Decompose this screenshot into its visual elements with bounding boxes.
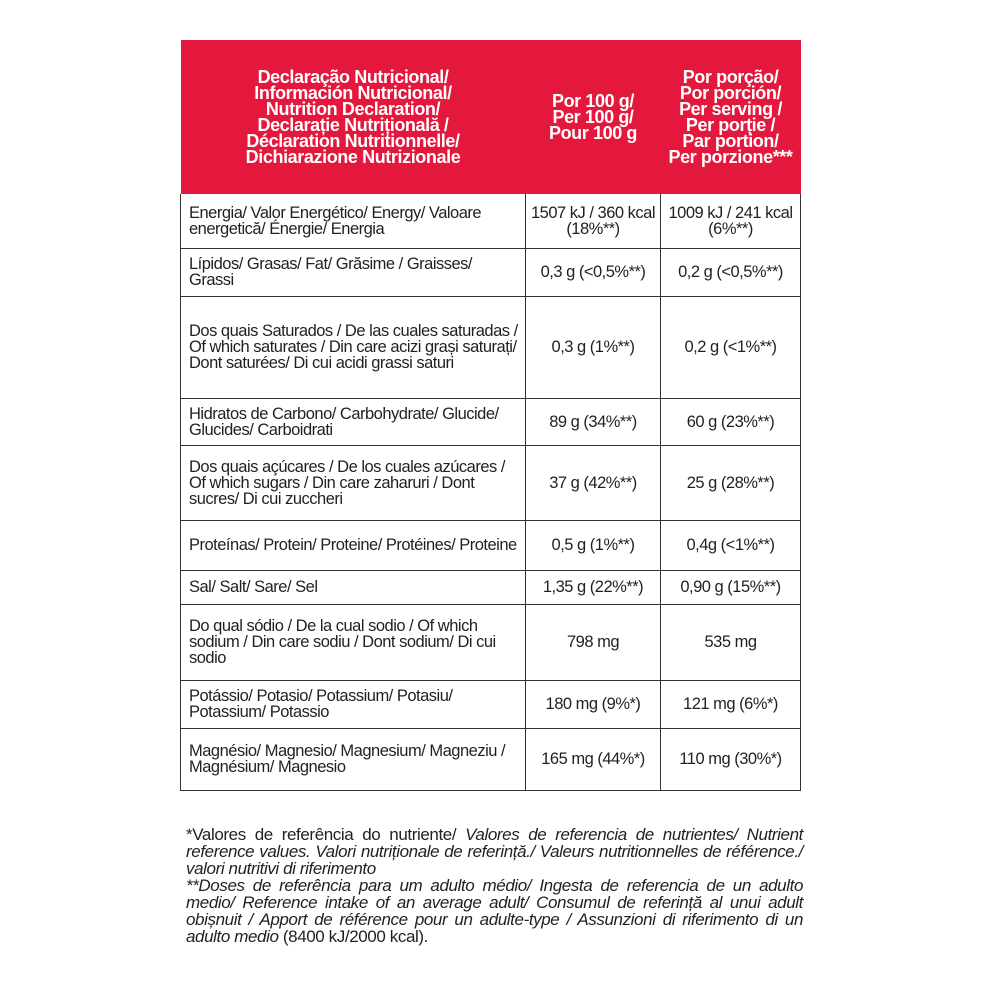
table-header-row (181, 40, 801, 194)
nutrient-name: Potássio/ Potasio/ Potassium/ Potasiu/ Potassium/ Potassio (181, 680, 526, 728)
value-per-serving: 0,90 g (15%**) (661, 570, 801, 604)
table-row (181, 194, 801, 248)
value-per-100g: 0,5 g (1%**) (526, 520, 661, 570)
value-per-100g: 1507 kJ / 360 kcal (18%**) (526, 194, 661, 248)
value-per-serving: 0,2 g (<0,5%**) (661, 248, 801, 296)
nutrient-name: Dos quais açúcares / De los cuales azúcares / Of which sugars / Din care zaharuri / Dont sucres/ Di cui zuccheri (181, 445, 526, 520)
value-per-serving: 25 g (28%**) (661, 445, 801, 520)
value-per-serving: 60 g (23%**) (661, 398, 801, 445)
value-per-serving: 110 mg (30%*) (661, 728, 801, 790)
table-row (181, 604, 801, 680)
value-per-100g: 165 mg (44%*) (526, 728, 661, 790)
value-per-serving: 1009 kJ / 241 kcal (6%**) (661, 194, 801, 248)
footnote-ri-italic: **Doses de referência para um adulto médio/ Ingesta de referencia de un adulto medio/ Reference intake of an average adult/ Consumul de referință al unui adult obișnuit / Apport de référence pour un adulte-type / Assunzioni di riferimento di un adulto medio (186, 876, 803, 946)
header-per-100g: Por 100 g/ Per 100 g/ Pour 100 g (526, 40, 661, 194)
header-nutrient: Declaração Nutricional/ Información Nutricional/ Nutrition Declaration/ Declarație Nutrițională / Déclaration Nutritionnelle/ Dichiarazione Nutrizionale (181, 40, 526, 194)
value-per-serving: 0,2 g (<1%**) (661, 296, 801, 398)
value-per-100g: 89 g (34%**) (526, 398, 661, 445)
table-row (181, 520, 801, 570)
table-row (181, 570, 801, 604)
value-per-100g: 0,3 g (<0,5%**) (526, 248, 661, 296)
footnote-ri (186, 877, 803, 945)
footnote-nrv-plain: *Valores de referência do nutriente/ (186, 825, 466, 844)
table-row (181, 445, 801, 520)
value-per-100g: 180 mg (9%*) (526, 680, 661, 728)
nutrient-name: Proteínas/ Protein/ Proteine/ Protéines/ Proteine (181, 520, 526, 570)
header-per-serving: Por porção/ Por porción/ Per serving / Per porție / Par portion/ Per porzione*** (661, 40, 801, 194)
nutrient-name: Energia/ Valor Energético/ Energy/ Valoare energetică/ Énergie/ Energia (181, 194, 526, 248)
nutrition-table (180, 40, 801, 791)
nutrient-name: Lípidos/ Grasas/ Fat/ Grăsime / Graisses/ Grassi (181, 248, 526, 296)
footnote-nrv-italic: Valores de referencia de nutrientes/ Nutrient reference values. Valori nutriționale de referință./ Valeurs nutritionnelles de référence./ valori nutritivi di riferimento (186, 825, 803, 878)
value-per-100g: 798 mg (526, 604, 661, 680)
table-row (181, 248, 801, 296)
table-row (181, 728, 801, 790)
nutrient-name: Sal/ Salt/ Sare/ Sel (181, 570, 526, 604)
nutrient-name: Magnésio/ Magnesio/ Magnesium/ Magneziu / Magnésium/ Magnesio (181, 728, 526, 790)
nutrient-name: Hidratos de Carbono/ Carbohydrate/ Glucide/ Glucides/ Carboidrati (181, 398, 526, 445)
nutrient-name: Dos quais Saturados / De las cuales saturadas / Of which saturates / Din care acizi grași saturați/ Dont saturées/ Di cui acidi grassi saturi (181, 296, 526, 398)
value-per-100g: 0,3 g (1%**) (526, 296, 661, 398)
table-row (181, 680, 801, 728)
value-per-serving: 0,4g (<1%**) (661, 520, 801, 570)
value-per-serving: 121 mg (6%*) (661, 680, 801, 728)
footnote-ri-plain: (8400 kJ/2000 kcal). (282, 927, 428, 946)
reference-footnote (186, 826, 803, 945)
nutrient-name: Do qual sódio / De la cual sodio / Of which sodium / Din care sodiu / Dont sodium/ Di cui sodio (181, 604, 526, 680)
nutrition-label (180, 40, 800, 791)
value-per-serving: 535 mg (661, 604, 801, 680)
table-row (181, 398, 801, 445)
value-per-100g: 37 g (42%**) (526, 445, 661, 520)
table-row (181, 296, 801, 398)
footnote-nrv (186, 826, 803, 877)
value-per-100g: 1,35 g (22%**) (526, 570, 661, 604)
